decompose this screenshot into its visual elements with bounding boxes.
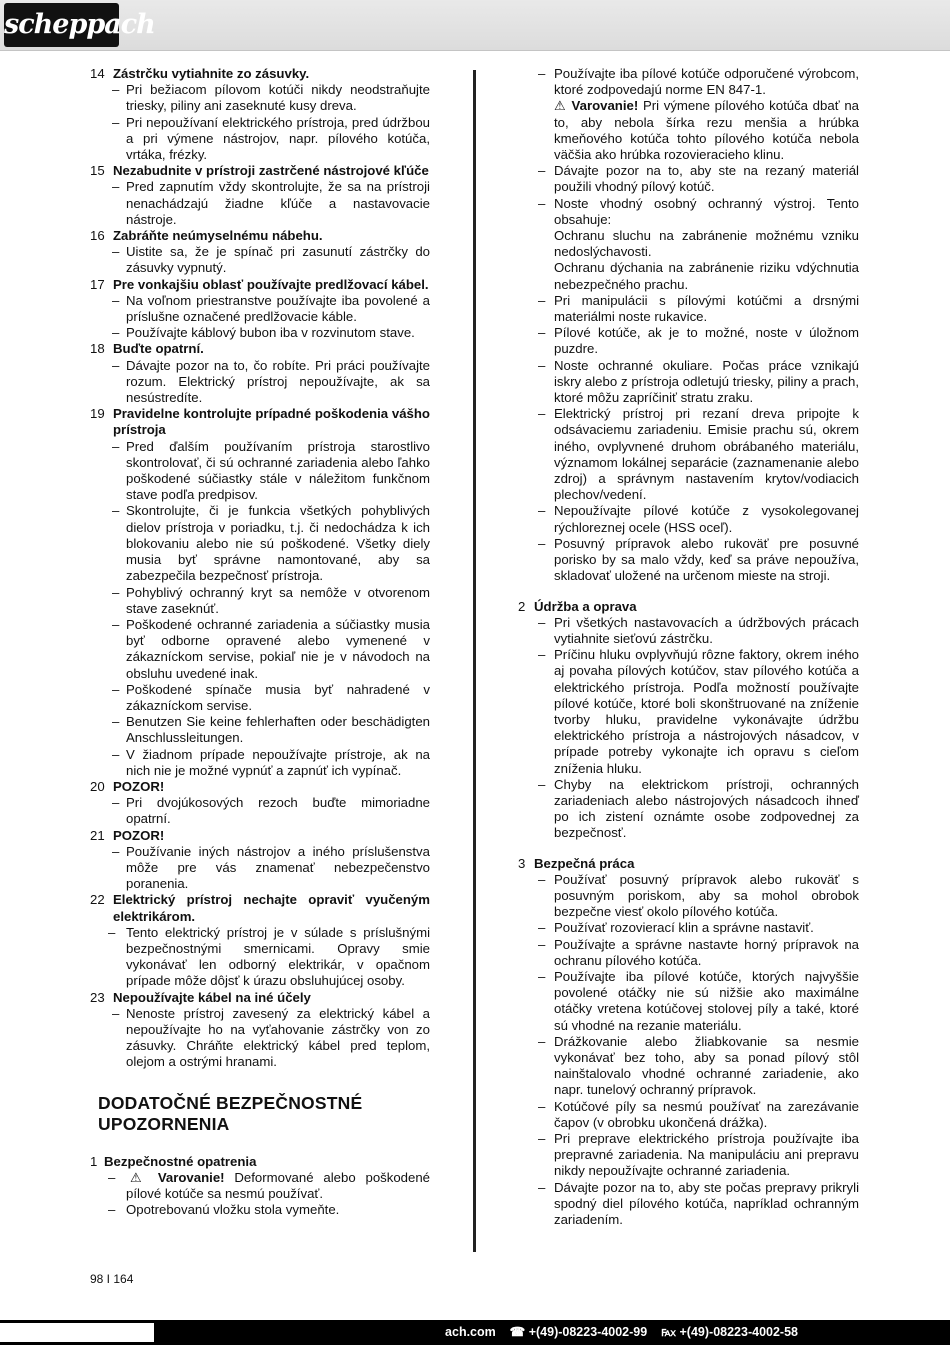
list-item: – Dávajte pozor na to, aby ste na rezaný materiál použili vhodný pílový kotúč. [538, 163, 859, 195]
section-heading-22: 22 Elektrický prístroj nechajte opraviť vyučeným elektrikárom. [90, 892, 430, 924]
list-item: – Drážkovanie alebo žliabkovanie sa nesmie vykonávať bez toho, aby sa ponad pílový stôl nainštalovalo vhodné ochranné zariadenie, ako napr. tunelový ochranný prípravok. [538, 1033, 859, 1098]
list-item: – Pri nepoužívaní elektrického prístroja, pred údržbou a pri výmene nástrojov, napr. pílového kotúča, vrtáka, frézky. [112, 114, 430, 163]
warning-triangle-icon: ⚠ [554, 98, 567, 114]
list-item: – Pri dvojúkosových rezoch buďte mimoriadne opatrní. [112, 795, 430, 827]
list-item: – Kotúčové píly sa nesmú používať na zarezávanie čapov (v obrobku ukončená drážka). [538, 1098, 859, 1130]
list-item: – Používanie iných nástrojov a iného príslušenstva môže pre vás znamenať nebezpečenstvo poranenia. [112, 843, 430, 892]
footer-contact [0, 1320, 798, 1345]
list-item: – Dávajte pozor na to, čo robíte. Pri práci používajte rozum. Elektrický prístroj nepoužívajte, ak sa nesústredíte. [112, 357, 430, 406]
column-divider [473, 70, 476, 1252]
list-item: – Dávajte pozor na to, aby ste počas prepravy prikryli spodný diel pílového kotúča, napríklad ochranným zariadením. [538, 1179, 859, 1228]
list-item: – Používajte a správne nastavte horný prípravok na ochranu pílového kotúča. [538, 936, 859, 968]
list-item: – Opotrebovanú vložku stola vymeňte. [108, 1202, 340, 1218]
section-heading-20: 20 POZOR! [90, 778, 165, 794]
list-item: – Pred zapnutím vždy skontrolujte, že sa na prístroji nenachádzajú žiadne kľúče a nastavovacie nástroje. [112, 179, 430, 227]
list-item: – Poškodené ochranné zariadenia a súčiastky musia byť odborne opravené alebo vymenené v zákazníckom servise, pokiaľ nie je v návodoch na obsluhu uvedené inak. [112, 616, 430, 681]
page-number: 98 I 164 [90, 1272, 134, 1286]
list-item: – Používajte káblový bubon iba v rozvinutom stave. [112, 325, 415, 341]
list-item: – Skontrolujte, či je funkcia všetkých pohyblivých dielov prístroja v poriadku, t.j. či nedochádza k ich blokovaniu alebo nie sú poškodené. Všetky diely musia byť správne namontované, aby sa zabezpečila bezpečnosť prístroja. [112, 503, 430, 584]
footer-fax: ℻ +(49)-08223-4002-58 [661, 1325, 798, 1339]
section-heading-14: 14 Zástrčku vytiahnite zo zásuvky. [90, 66, 310, 81]
list-item: – Uistite sa, že je spínač pri zasunutí zástrčky do zásuvky vypnutý. [112, 244, 430, 276]
list-item: – Pred ďalším používaním prístroja starostlivo skontrolovať, či sú ochranné zariadenia alebo ľahko poškodené súčiastky stále v náležitom funkčnom stave podľa predpisov. [112, 438, 430, 503]
list-item: – Používajte iba pílové kotúče odporučené výrobcom, ktoré zodpovedajú norme EN 847-1. ⚠ Varovanie! Pri výmene pílového kotúča dbať na to, aby nebola šírka rezu menšia a hrúbka kmeňového kotúča tohto pílového kotúča nebola väčšia ako hrúbka rozovieracieho klinu. [538, 66, 859, 163]
list-item: – Pri všetkých nastavovacích a údržbových prácach vytiahnite sieťovú zástrčku. [538, 614, 859, 646]
footer-phone: ☎ +(49)-08223-4002-99 [509, 1325, 648, 1339]
list-item: – Elektrický prístroj pri rezaní dreva pripojte k odsávaciemu zariadeniu. Emisie prachu sú, okrem iného, ovplyvnené druhom obrábaného materiálu, významom lokálnej separácie (zaznamenanie alebo zdroj) a správnym nastavením krytov/vodiacich plechov/vedení. [538, 406, 859, 503]
list-item: – Príčinu hluku ovplyvňujú rôzne faktory, okrem iného aj povaha pílových kotúčov, stav pílového kotúča a elektrického prístroja. Podľa možností používajte pílové kotúče, ktoré boli skonštruované na zníženie tvorby hluku, pravidelne vykonávajte údržbu elektrického prístroja a nástrojových násadcov, v prípade potreby vykonajte ich opravu s cieľom zníženia hluku. [538, 647, 859, 776]
warning-triangle-icon: ⚠ [130, 1169, 148, 1185]
warning-item: – ⚠ Varovanie! Deformované alebo poškodené pílové kotúče sa nesmú používať. [108, 1169, 431, 1201]
list-item: – Noste ochranné okuliare. Počas práce vznikajú iskry alebo z prístroja odletujú triesky, piliny a prach, ktoré môžu zapríčiniť stratu zraku. [538, 357, 859, 406]
list-item: – Používať posuvný prípravok alebo rukoväť s posuvným poriskom, aby sa mohol obrobok bezpečne viesť okolo pílového kotúča. [538, 871, 859, 920]
section-heading-15: 15 Nezabudnite v prístroji zastrčené nástrojové kľúče [90, 163, 429, 179]
list-item: – Posuvný prípravok alebo rukoväť pre posuvné porisko by sa malo vždy, keď sa práve nepoužíva, skladovať uložené na určenom mieste na stroji. [538, 535, 859, 584]
footer-website: ach.com [445, 1325, 496, 1339]
list-item: – Používať rozovierací klin a správne nastaviť. [538, 920, 814, 936]
left-column [90, 66, 430, 1218]
brand-logo: scheppach [4, 3, 119, 47]
section-heading-19: 19 Pravidelne kontrolujte prípadné poškodenia vášho prístroja [90, 406, 430, 438]
section-heading-3: 3 Bezpečná práca [518, 855, 635, 871]
right-column [518, 66, 859, 1228]
list-item: – Tento elektrický prístroj je v súlade s príslušnými bezpečnostnými smernicami. Opravy smie vykonávať len odborný elektrikár, v opačnom prípade môže dôjsť k úrazu obsluhujúcej osoby. [108, 924, 430, 989]
section-heading-21: 21 POZOR! [90, 827, 165, 843]
list-item: – Poškodené spínače musia byť nahradené v zákazníckom servise. [112, 681, 430, 713]
section-heading-23: 23 Nepoužívajte kábel na iné účely [90, 989, 311, 1005]
additional-safety-title: DODATOČNÉ BEZPEČNOSTNÉ UPOZORNENIA [98, 1092, 363, 1134]
list-item: – Pri manipulácii s pílovými kotúčmi a drsnými materiálmi noste rukavice. [538, 292, 859, 325]
list-item: – Pri bežiacom pílovom kotúči nikdy neodstraňujte triesky, piliny ani zaseknuté kusy dreva. [112, 82, 430, 114]
list-item: – Nepoužívajte pílové kotúče z vysokolegovanej rýchloreznej ocele (HSS oceľ). [538, 503, 859, 535]
list-item: – Pohyblivý ochranný kryt sa nemôže v otvorenom stave zaseknúť. [112, 584, 430, 616]
list-item: – Pri preprave elektrického prístroja používajte iba prepravné zariadenia. Na manipuláciu ani prepravu nikdy nepoužívajte ochranné zariadenia. [538, 1131, 859, 1179]
section-heading-1: 1 Bezpečnostné opatrenia [90, 1153, 257, 1169]
section-heading-16: 16 Zabráňte neúmyselnému nábehu. [90, 228, 323, 244]
list-item: – Nenoste prístroj zavesený za elektrický kábel a nepoužívajte ho na vyťahovanie zástrčky von zo zásuvky. Chráňte elektrický kábel pred teplom, olejom a ostrými hranami. [112, 1005, 430, 1070]
section-heading-17: 17 Pre vonkajšiu oblasť používajte predlžovací kábel. [90, 276, 429, 292]
list-item: – Benutzen Sie keine fehlerhaften oder beschädigten Anschlussleitungen. [112, 714, 430, 746]
section-heading-18: 18 Buďte opatrní. [90, 341, 204, 357]
section-heading-2: 2 Údržba a oprava [518, 598, 637, 614]
list-item: – Noste vhodný osobný ochranný výstroj. Tento obsahuje: Ochranu sluchu na zabránenie možnému vzniku nedoslýchavosti. Ochranu dýchania na zabránenie riziku vdýchnutia nebezpečného prachu. [538, 195, 859, 292]
page-footer [0, 1320, 950, 1345]
list-item: – Na voľnom priestranstve používajte iba povolené a príslušne označené predlžovacie káble. [112, 292, 430, 325]
list-item: – Chyby na elektrickom prístroji, ochranných zariadeniach alebo nástrojových násadcoch ihneď po ich zistení oznámte osobe zodpovednej za bezpečnosť. [538, 776, 859, 841]
warning-text: ⚠ Varovanie! Pri výmene pílového kotúča dbať na to, aby nebola šírka rezu menšia a hrúbka kmeňového kotúča tohto pílového kotúča nebola väčšia ako hrúbka rozovieracieho klinu. [554, 98, 859, 163]
list-item: – Používajte iba pílové kotúče, ktorých najvyššie povolené otáčky nie sú nižšie ako maximálne otáčky vretena kotúčovej stolovej píly a také, ktoré sú vhodné na rezanie materiálu. [538, 968, 859, 1033]
page-header [0, 0, 950, 51]
list-item: – Pílové kotúče, ak je to možné, noste v úložnom puzdre. [538, 325, 859, 357]
list-item: – V žiadnom prípade nepoužívajte prístroje, ak na nich nie je možné vypnúť a zapnúť ich vypínač. [112, 746, 430, 778]
